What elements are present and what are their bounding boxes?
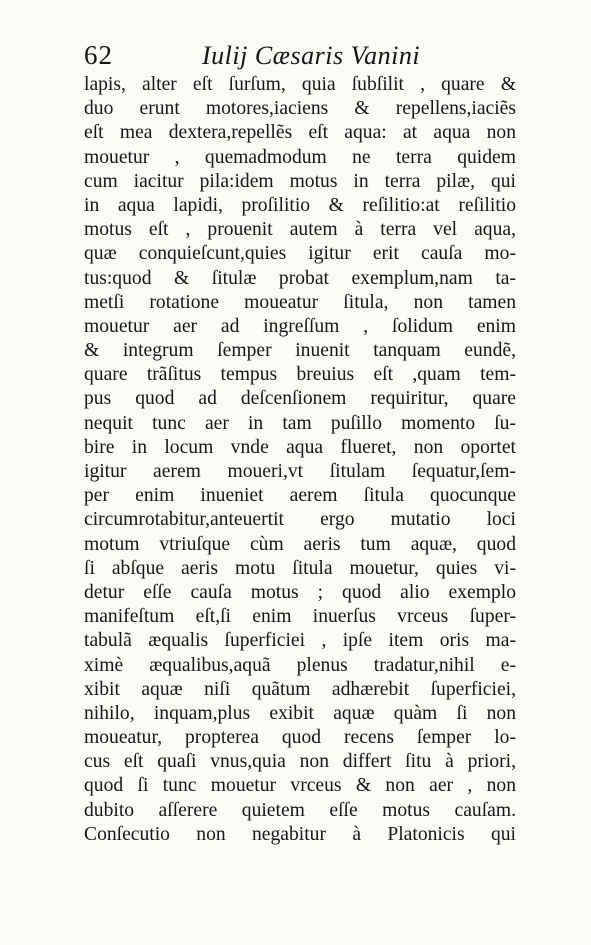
text-line: quod ſi tunc mouetur vrceus & non aer , non [84,775,516,797]
text-line: eſt mea dextera,repellẽs eſt aqua: at aqua non [84,122,516,144]
text-line: motum vtriuſque cùm aeris tum aquæ, quod [84,533,516,555]
text-line: quare trãſitus tempus breuius eſt ,quam tem- [84,364,516,386]
text-line: metſi rotatione moueatur ſitula, non tamen [84,291,516,313]
text-line: circumrotabitur,anteuertit ergo mutatio loci [84,509,516,531]
text-line: ſi abſque aeris motu ſitula mouetur, quies vi- [84,557,516,579]
text-line: & integrum ſemper inuenit tanquam eundẽ, [84,340,516,362]
running-title: Iulij Cæsaris Vanini [202,41,421,70]
text-line: per enim inueniet aerem ſitula quocunque [84,485,516,507]
text-line: dubito aſſerere quietem eſſe motus cauſam. [84,799,516,821]
text-line: nequit tunc aer in tam puſillo momento ſu- [84,412,516,434]
text-line: Conſecutio non negabitur à Platonicis qui [84,823,516,845]
text-line: cus eſt quaſi vnus,quia non differt ſitu à priori, [84,751,516,773]
running-head [84,40,524,74]
text-line: lapis, alter eſt ſurſum, quia ſubſilit , quare & [84,74,516,95]
text-line: moueatur, propterea quod recens ſemper lo- [84,727,516,749]
text-line: in aqua lapidi, proſilitio & reſilitio:at reſilitio [84,194,516,216]
text-line: cum iacitur pila:idem motus in terra pilæ, qui [84,170,516,192]
text-line: ximè æqualibus,aquã plenus tradatur,nihil e- [84,654,516,676]
page-number: 62 [84,40,113,70]
text-line: quæ conquieſcunt,quies igitur erit cauſa mo- [84,243,516,265]
text-line: mouetur aer ad ingreſſum , ſolidum enim [84,315,516,337]
text-line: detur eſſe cauſa motus ; quod alio exemplo [84,581,516,603]
text-line: nihilo, inquam,plus exibit aquæ quàm ſi non [84,702,516,724]
text-line: igitur aerem moueri,vt ſitulam ſequatur,ſem- [84,461,516,482]
text-line: xibit aquæ niſi quãtum adhærebit ſuperficiei, [84,678,516,700]
text-line: tabulã æqualis ſuperficiei , ipſe item oris ma- [84,630,516,652]
text-line: bire in locum vnde aqua flueret, non oportet [84,436,516,458]
body-text [84,73,516,847]
text-line: motus eſt , prouenit autem à terra vel aqua, [84,219,516,241]
text-line: duo erunt motores,iaciens & repellens,iaciẽs [84,98,516,120]
text-line: tus:quod & ſitulæ probat exemplum,nam ta- [84,267,516,289]
text-line: mouetur , quemadmodum ne terra quidem [84,146,516,168]
text-line: pus quod ad deſcenſionem requiritur, quare [84,388,516,410]
text-line: manifeſtum eſt,ſi enim inuerſus vrceus ſuper- [84,606,516,628]
